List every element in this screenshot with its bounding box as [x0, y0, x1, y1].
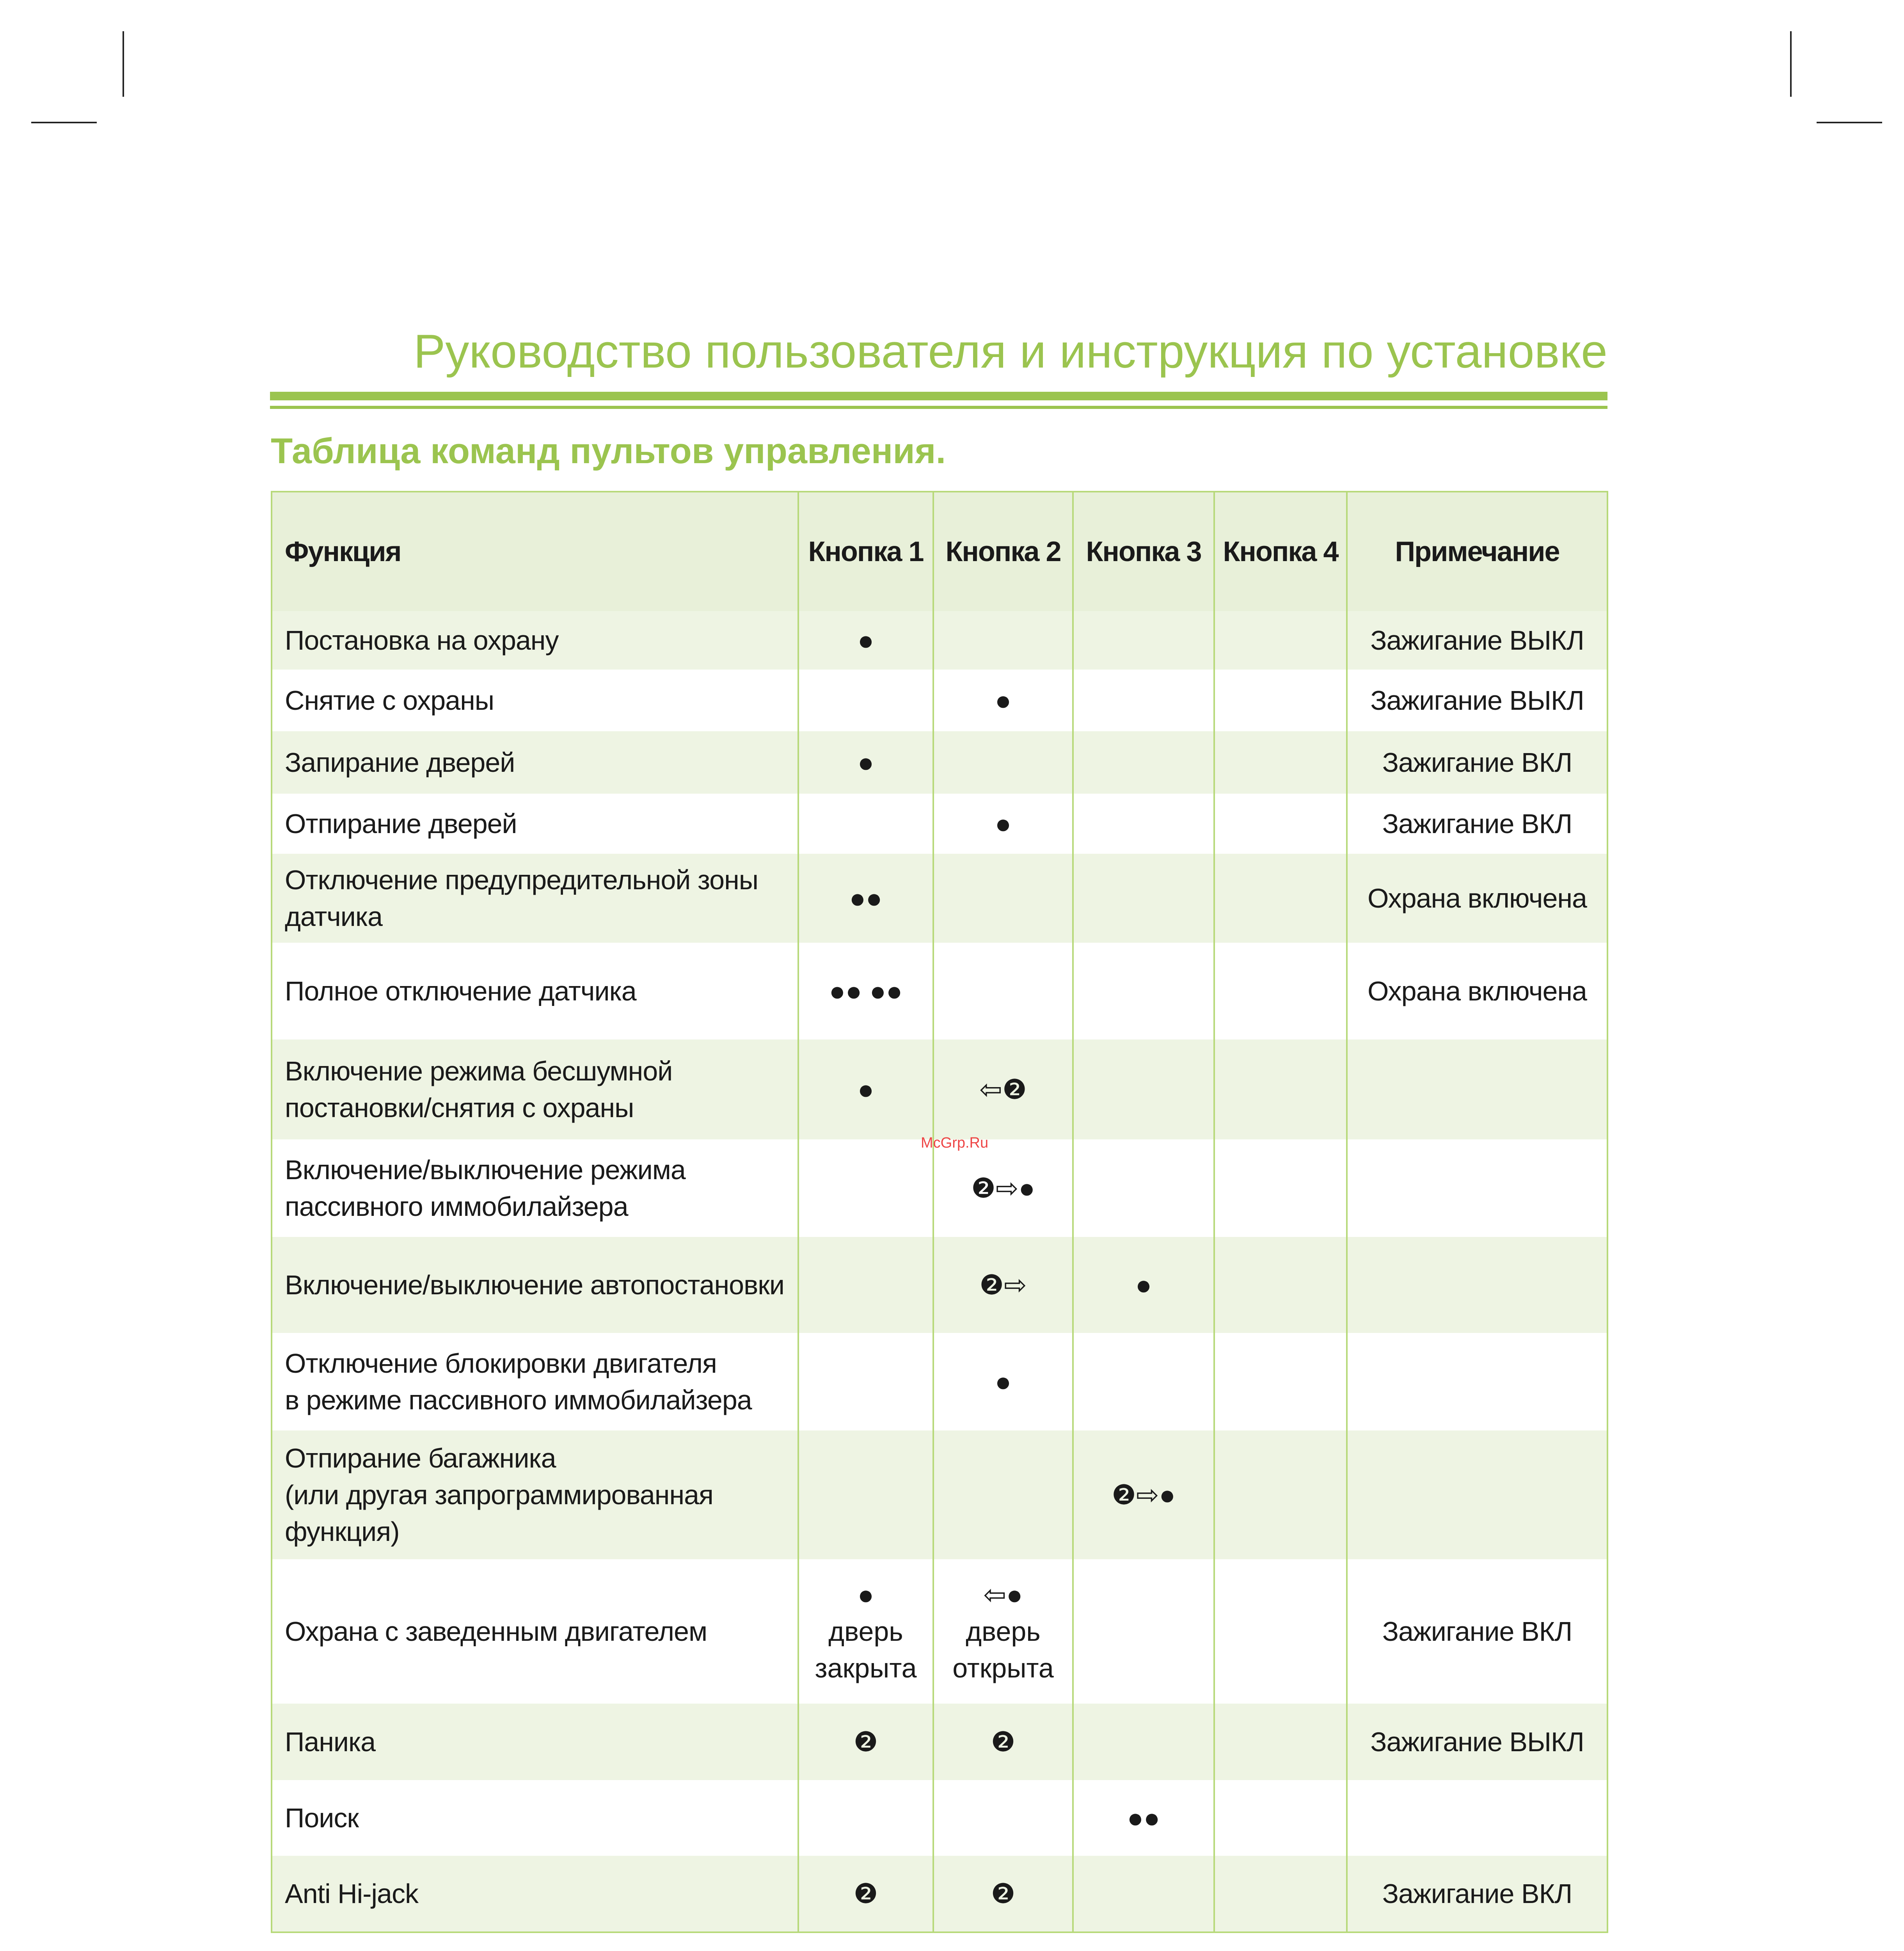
button-4-cell: [1214, 1430, 1347, 1559]
commands-table: [271, 491, 1608, 1933]
note-cell: Зажигание ВКЛ: [1347, 1559, 1607, 1704]
table-row: [272, 731, 1607, 794]
table-row: [272, 1430, 1607, 1559]
table-row: [272, 794, 1607, 854]
function-cell: Включение/выключение автопостановки: [272, 1237, 798, 1333]
note-cell: [1347, 1430, 1607, 1559]
button-1-cell: ❷: [798, 1856, 933, 1932]
column-header-function: Функция: [272, 492, 798, 611]
column-header-button-4: Кнопка 4: [1214, 492, 1347, 611]
crop-mark: [31, 122, 97, 123]
button-3-cell: [1073, 854, 1214, 943]
button-2-cell: ●: [933, 794, 1073, 854]
function-cell: Отпирание багажника (или другая запрограммированная функция): [272, 1430, 798, 1559]
function-cell: Охрана с заведенным двигателем: [272, 1559, 798, 1704]
button-3-cell: ❷⇨●: [1073, 1430, 1214, 1559]
button-4-cell: [1214, 794, 1347, 854]
button-2-cell: [933, 1780, 1073, 1856]
function-cell: Отключение предупредительной зоны датчика: [272, 854, 798, 943]
button-1-cell: [798, 670, 933, 731]
button-3-cell: [1073, 611, 1214, 670]
button-1-cell: ●: [798, 731, 933, 794]
function-cell: Включение режима бесшумной постановки/снятия с охраны: [272, 1039, 798, 1139]
table-row: [272, 1856, 1607, 1932]
section-title: Таблица команд пультов управления.: [271, 431, 946, 471]
function-cell: Отключение блокировки двигателя в режиме пассивного иммобилайзера: [272, 1333, 798, 1430]
button-1-cell: [798, 1333, 933, 1430]
function-cell: Снятие с охраны: [272, 670, 798, 731]
button-3-cell: [1073, 1856, 1214, 1932]
table-row: [272, 854, 1607, 943]
button-4-cell: [1214, 854, 1347, 943]
button-4-cell: [1214, 1780, 1347, 1856]
function-cell: Поиск: [272, 1780, 798, 1856]
button-3-cell: [1073, 731, 1214, 794]
button-1-cell: [798, 1430, 933, 1559]
button-4-cell: [1214, 731, 1347, 794]
note-cell: [1347, 1780, 1607, 1856]
button-2-cell: [933, 854, 1073, 943]
button-1-cell: ● дверь закрыта: [798, 1559, 933, 1704]
column-header-note: Примечание: [1347, 492, 1607, 611]
button-3-cell: [1073, 1333, 1214, 1430]
button-1-cell: ❷: [798, 1704, 933, 1780]
button-4-cell: [1214, 1237, 1347, 1333]
button-2-cell: ❷⇨●: [933, 1139, 1073, 1237]
button-3-cell: ●: [1073, 1237, 1214, 1333]
button-4-cell: [1214, 943, 1347, 1039]
function-cell: Постановка на охрану: [272, 611, 798, 670]
button-3-cell: [1073, 1039, 1214, 1139]
table-body: [272, 611, 1607, 1932]
table-row: [272, 1237, 1607, 1333]
button-4-cell: [1214, 1333, 1347, 1430]
button-2-cell: ⇦❷: [933, 1039, 1073, 1139]
header-rule-thin: [270, 406, 1607, 409]
function-cell: Включение/выключение режима пассивного иммобилайзера: [272, 1139, 798, 1237]
button-3-cell: [1073, 1704, 1214, 1780]
button-1-cell: ●●: [798, 854, 933, 943]
button-2-cell: [933, 611, 1073, 670]
button-4-cell: [1214, 1039, 1347, 1139]
button-1-cell: [798, 794, 933, 854]
note-cell: [1347, 1333, 1607, 1430]
button-1-cell: ●: [798, 611, 933, 670]
button-2-cell: [933, 731, 1073, 794]
table-row: [272, 1333, 1607, 1430]
button-3-cell: [1073, 943, 1214, 1039]
button-4-cell: [1214, 1139, 1347, 1237]
column-header-button-1: Кнопка 1: [798, 492, 933, 611]
button-2-cell: [933, 943, 1073, 1039]
button-4-cell: [1214, 1559, 1347, 1704]
button-1-cell: [798, 1780, 933, 1856]
function-cell: Полное отключение датчика: [272, 943, 798, 1039]
button-4-cell: [1214, 611, 1347, 670]
button-2-cell: ⇦● дверь открыта: [933, 1559, 1073, 1704]
note-cell: Охрана включена: [1347, 854, 1607, 943]
button-1-cell: [798, 1237, 933, 1333]
button-3-cell: [1073, 794, 1214, 854]
column-header-button-2: Кнопка 2: [933, 492, 1073, 611]
note-cell: Зажигание ВЫКЛ: [1347, 670, 1607, 731]
table-row: [272, 943, 1607, 1039]
note-cell: Зажигание ВЫКЛ: [1347, 611, 1607, 670]
function-cell: Anti Hi-jack: [272, 1856, 798, 1932]
button-1-cell: ●: [798, 1039, 933, 1139]
note-cell: Зажигание ВКЛ: [1347, 794, 1607, 854]
table-row: [272, 1559, 1607, 1704]
button-3-cell: [1073, 670, 1214, 731]
button-2-cell: ●: [933, 1333, 1073, 1430]
button-2-cell: ❷: [933, 1856, 1073, 1932]
note-cell: Зажигание ВКЛ: [1347, 731, 1607, 794]
note-cell: Зажигание ВКЛ: [1347, 1856, 1607, 1932]
table-row: [272, 611, 1607, 670]
note-cell: [1347, 1139, 1607, 1237]
table-row: [272, 670, 1607, 731]
function-cell: Паника: [272, 1704, 798, 1780]
button-4-cell: [1214, 1704, 1347, 1780]
note-cell: Зажигание ВЫКЛ: [1347, 1704, 1607, 1780]
button-2-cell: ❷: [933, 1704, 1073, 1780]
button-3-cell: [1073, 1559, 1214, 1704]
button-1-cell: ●● ●●: [798, 943, 933, 1039]
button-3-cell: ●●: [1073, 1780, 1214, 1856]
button-2-cell: ●: [933, 670, 1073, 731]
page-header-title: Руководство пользователя и инструкция по установке: [413, 325, 1607, 378]
button-3-cell: [1073, 1139, 1214, 1237]
note-cell: [1347, 1237, 1607, 1333]
function-cell: Запирание дверей: [272, 731, 798, 794]
table-row: [272, 1780, 1607, 1856]
button-2-cell: [933, 1430, 1073, 1559]
table-row: [272, 1704, 1607, 1780]
crop-mark: [1817, 122, 1882, 123]
header-rule-thick: [270, 392, 1607, 400]
crop-mark: [1790, 31, 1792, 97]
note-cell: Охрана включена: [1347, 943, 1607, 1039]
button-4-cell: [1214, 1856, 1347, 1932]
watermark: McGrp.Ru: [921, 1135, 989, 1151]
button-2-cell: ❷⇨: [933, 1237, 1073, 1333]
function-cell: Отпирание дверей: [272, 794, 798, 854]
table-row: [272, 1139, 1607, 1237]
note-cell: [1347, 1039, 1607, 1139]
button-1-cell: [798, 1139, 933, 1237]
crop-mark: [123, 31, 124, 97]
table-header-row: [272, 492, 1607, 611]
column-header-button-3: Кнопка 3: [1073, 492, 1214, 611]
table-row: [272, 1039, 1607, 1139]
button-4-cell: [1214, 670, 1347, 731]
